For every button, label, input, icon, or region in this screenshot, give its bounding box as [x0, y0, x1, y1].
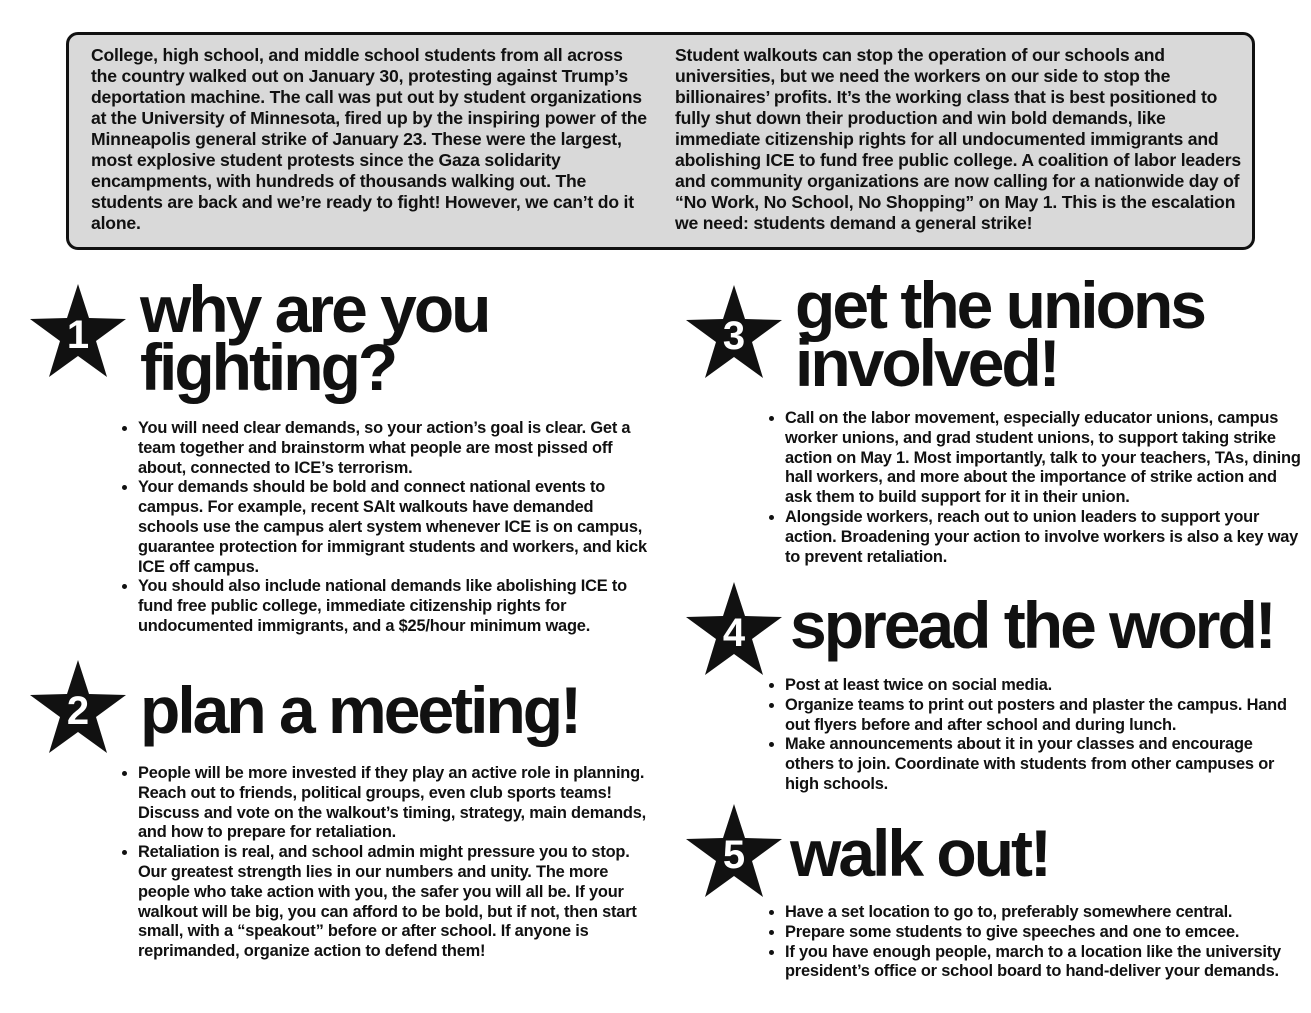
- heading-line: walk out!: [790, 816, 1050, 890]
- list-item: • Post at least twice on social media.: [785, 676, 1305, 696]
- section-heading: [790, 588, 1274, 662]
- list-item: • Organize teams to print out posters and plaster the campus. Hand out flyers before and after school and during lunch.: [785, 696, 1305, 736]
- intro-right-paragraph: Student walkouts can stop the operation of our schools and universities, but we need the workers on our side to stop the billionaires’ profits. It’s the working class that is best positioned to fully shut down their production and win bold demands, like immediate citizenship rights for all undocumented immigrants and abolishing ICE to fund free public college. A coalition of labor leaders and community organizations are now calling for a nationwide day of “No Work, No School, No Shopping” on May 1. This is the escalation we need: students demand a general strike!: [675, 45, 1241, 233]
- section-number: 3: [722, 313, 746, 358]
- intro-left-paragraph: College, high school, and middle school students from all across the country walked out on January 30, protesting against Trump’s deportation machine. The call was put out by student organizations at the University of Minnesota, fired up by the inspiring power of the Minneapolis general strike of January 23. These were the largest, most explosive student protests since the Gaza solidarity encampments, with hundreds of thousands walking out. The students are back and we’re ready to fight! However, we can’t do it alone.: [91, 45, 647, 233]
- list-item: • You will need clear demands, so your action’s goal is clear. Get a team together and brainstorm what people are most pissed off about, connected to ICE’s terrorism.: [138, 419, 648, 478]
- bullet-list: [122, 764, 648, 962]
- star-icon: [28, 282, 128, 382]
- list-item: • People will be more invested if they play an active role in planning. Reach out to friends, political groups, even club sports teams! Discuss and vote on the walkout’s timing, strategy, main demands, and how to prepare for retaliation.: [138, 764, 648, 843]
- star-icon: [684, 580, 784, 680]
- list-item: • Prepare some students to give speeches and one to emcee.: [785, 923, 1310, 943]
- list-item: • Call on the labor movement, especially educator unions, campus worker unions, and grad student unions, to support taking strike action on May 1. Most importantly, talk to your teachers, TAs, dining hall workers, and more about the importance of strike action and ask them to build support for it in their union.: [785, 409, 1305, 508]
- section-number: 2: [66, 688, 90, 733]
- list-item: • Your demands should be bold and connect national events to campus. For example, recent SAlt walkouts have demanded schools use the campus alert system whenever ICE is on campus, guarantee protection for immigrant students and workers, and kick ICE off campus.: [138, 478, 648, 577]
- section-heading: [140, 272, 489, 404]
- section-heading: [790, 816, 1050, 890]
- list-item: • Retaliation is real, and school admin might pressure you to stop. Our greatest strength lies in our numbers and unity. The more people who take action with you, the safer you will all be. If your walkout will be big, you can afford to be bold, but if not, then start small, with a “speakout” before or after school. If anyone is reprimanded, organize action to defend them!: [138, 843, 648, 962]
- intro-box: [66, 32, 1255, 250]
- heading-line: involved!: [795, 326, 1058, 400]
- heading-line: get the unions: [795, 268, 1204, 342]
- heading-line: why are you: [140, 272, 489, 346]
- list-item: • Make announcements about it in your classes and encourage others to join. Coordinate with students from other campuses or high schools.: [785, 735, 1305, 794]
- list-item: • Alongside workers, reach out to union leaders to support your action. Broadening your action to involve workers is also a key way to prevent retaliation.: [785, 508, 1305, 567]
- heading-line: spread the word!: [790, 588, 1274, 662]
- section-heading: [795, 268, 1204, 400]
- section-number: 4: [722, 610, 746, 655]
- heading-line: plan a meeting!: [140, 673, 580, 747]
- list-item: • You should also include national demands like abolishing ICE to fund free public college, immediate citizenship rights for undocumented immigrants, and a $25/hour minimum wage.: [138, 577, 648, 636]
- bullet-list: [769, 409, 1305, 567]
- bullet-list: [769, 903, 1310, 982]
- star-icon: [684, 283, 784, 383]
- section-number: 5: [722, 832, 746, 877]
- star-icon: [28, 658, 128, 758]
- list-item: • If you have enough people, march to a location like the university president’s office or school board to hand-deliver your demands.: [785, 943, 1310, 983]
- section-number: 1: [66, 312, 90, 357]
- bullet-list: [769, 676, 1305, 795]
- star-icon: [684, 802, 784, 902]
- list-item: • Have a set location to go to, preferably somewhere central.: [785, 903, 1310, 923]
- heading-line: fighting?: [140, 330, 396, 404]
- bullet-list: [122, 419, 648, 637]
- section-heading: [140, 673, 580, 747]
